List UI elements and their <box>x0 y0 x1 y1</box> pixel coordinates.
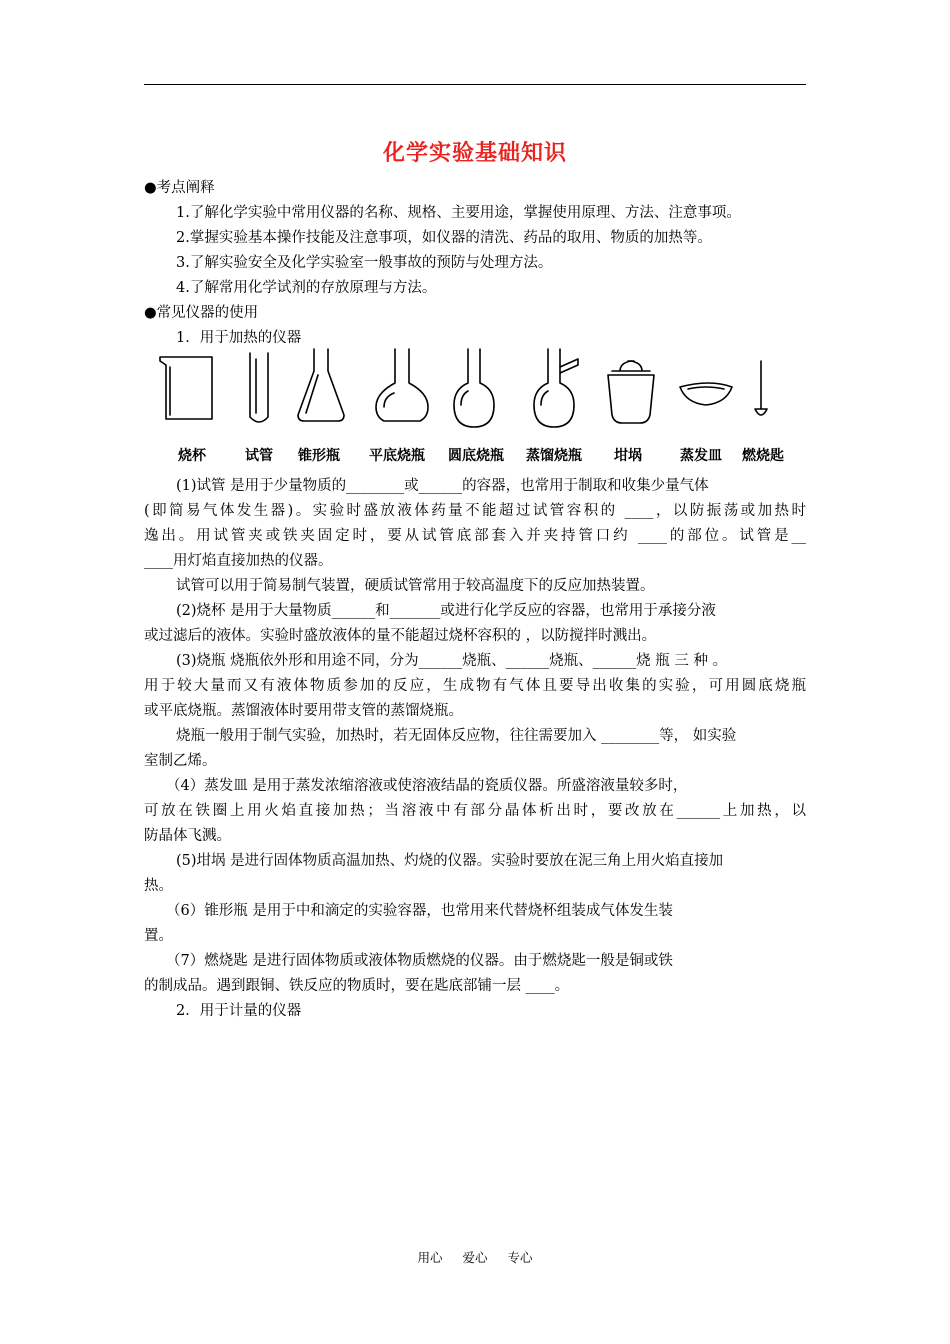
body-text: 的制成品。遇到跟铜、铁反应的物质时，要在匙底部铺一层 ____。 <box>144 978 570 994</box>
body-text: 试管可以用于简易制气装置，硬质试管常用于较高温度下的反应加热装置。 <box>176 578 655 594</box>
body-text: （6）锥形瓶 是用于中和滴定的实验容器，也常用来代替烧杯组装成气体发生装 <box>166 903 673 919</box>
body-text: (2)烧杯 是用于大量物质______和_______或进行化学反应的容器，也常用于承接分液 <box>176 603 716 619</box>
objective-item: 2.掌握实验基本操作技能及注意事项，如仪器的清洗、药品的取用、物质的加热等。 <box>176 230 712 246</box>
crucible-icon <box>608 361 654 423</box>
body-text: ____用灯焰直接加热的仪器。 <box>144 553 333 569</box>
subsection-heading: 1．用于加热的仪器 <box>176 330 302 346</box>
body-text: (即简易气体发生器)。实验时盛放液体药量不能超过试管容积的 ____，以防振荡或加热时 <box>144 503 806 519</box>
section-heading: ●考点阐释 <box>144 180 215 196</box>
body-text: 或过滤后的液体。实验时盛放液体的量不能超过烧杯容积的 ，以防搅拌时溅出。 <box>144 628 657 644</box>
heating-apparatus-figure <box>150 345 800 430</box>
objective-item: 3.了解实验安全及化学实验室一般事故的预防与处理方法。 <box>176 255 553 271</box>
caption-test-tube: 试管 <box>245 448 273 464</box>
body-text: 逸出。用试管夹或铁夹固定时，要从试管底部套入并夹持管口约 ____的部位。试管是__ <box>144 528 806 544</box>
evaporating-dish-icon <box>680 383 732 405</box>
body-text: (1)试管 是用于少量物质的________或______的容器，也常用于制取和收集少量气体 <box>176 478 709 494</box>
flat-bottom-flask-icon <box>376 349 428 421</box>
conical-flask-icon <box>298 349 344 421</box>
body-text: 室制乙烯。 <box>144 753 217 769</box>
body-text: 置。 <box>144 928 173 944</box>
caption-combustion-spoon: 燃烧匙 <box>742 448 784 464</box>
caption-crucible: 坩埚 <box>614 448 642 464</box>
section-heading: ●常见仪器的使用 <box>144 305 259 321</box>
beaker-icon <box>160 357 212 419</box>
body-text: 烧瓶一般用于制气实验，加热时，若无固体反应物，往往需要加入 ________等， 如实验 <box>176 728 737 744</box>
distillation-flask-icon <box>534 349 578 427</box>
objective-item: 4.了解常用化学试剂的存放原理与方法。 <box>176 280 437 296</box>
combustion-spoon-icon <box>755 361 767 415</box>
page-title: 化学实验基础知识 <box>382 141 567 166</box>
body-text: 用于较大量而又有液体物质参加的反应，生成物有气体且要导出收集的实验，可用圆底烧瓶 <box>144 678 806 694</box>
body-text: 可放在铁圈上用火焰直接加热；当溶液中有部分晶体析出时，要改放在______上加热，以 <box>144 803 806 819</box>
body-text: （4）蒸发皿 是用于蒸发浓缩溶液或使溶液结晶的瓷质仪器。所盛溶液量较多时， <box>166 778 688 794</box>
caption-distillation-flask: 蒸馏烧瓶 <box>526 448 582 464</box>
header-rule <box>144 84 806 85</box>
caption-evaporating-dish: 蒸发皿 <box>680 448 722 464</box>
caption-conical-flask: 锥形瓶 <box>298 448 340 464</box>
caption-round-bottom-flask: 圆底烧瓶 <box>448 448 504 464</box>
test-tube-icon <box>250 353 268 422</box>
body-text: 防晶体飞溅。 <box>144 828 231 844</box>
body-text: （7）燃烧匙 是进行固体物质或液体物质燃烧的仪器。由于燃烧匙一般是铜或铁 <box>166 953 673 969</box>
body-text: (3)烧瓶 烧瓶依外形和用途不同，分为______烧瓶、______烧瓶、______烧 瓶 三 种 。 <box>176 653 728 669</box>
body-text: 或平底烧瓶。蒸馏液体时要用带支管的蒸馏烧瓶。 <box>144 703 463 719</box>
round-bottom-flask-icon <box>454 349 494 427</box>
objective-item: 1.了解化学实验中常用仪器的名称、规格、主要用途，掌握使用原理、方法、注意事项。 <box>176 205 741 221</box>
page-footer: 用心 爱心 专心 <box>417 1250 533 1265</box>
body-text: 热。 <box>144 878 173 894</box>
caption-flat-bottom-flask: 平底烧瓶 <box>369 448 425 464</box>
caption-beaker: 烧杯 <box>178 448 206 464</box>
body-text: (5)坩埚 是进行固体物质高温加热、灼烧的仪器。实验时要放在泥三角上用火焰直接加 <box>176 853 724 869</box>
subsection-heading: 2．用于计量的仪器 <box>176 1003 302 1019</box>
